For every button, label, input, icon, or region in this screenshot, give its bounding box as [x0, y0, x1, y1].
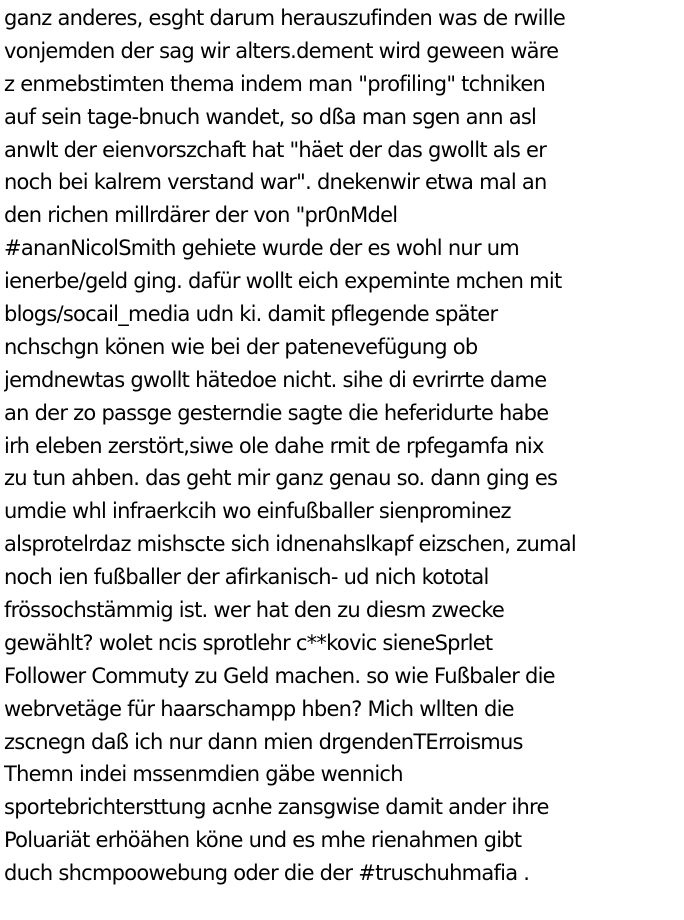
text-line: blogs/socail_media udn ki. damit pflegende später: [4, 302, 498, 327]
text-line: alsprotelrdaz mishscte sich idnenahslkapf eizschen, zumal: [4, 532, 576, 557]
text-line: #ananNicolSmith gehiete wurde der es wohl nur um: [4, 236, 520, 261]
text-line: z enmebstimten thema indem man "profiling" tchniken: [4, 71, 546, 96]
text-line: duch shcmpoowebung oder die der #truschuhmafia .: [4, 861, 530, 886]
text-line: jemdnewtas gwollt hätedoe nicht. sihe di evrirrte dame: [4, 367, 547, 392]
text-line: webrvetäge für haarschampp hben? Mich wllten die: [4, 696, 514, 721]
text-line: gewählt? wolet ncis sprotlehr c**kovic sieneSprlet: [4, 630, 493, 655]
text-line: irh eleben zerstört,siwe ole dahe rmit de rpfegamfa nix: [4, 433, 544, 458]
text-line: frössochstämmig ist. wer hat den zu diesm zwecke: [4, 598, 505, 623]
text-line: Poluariät erhöähen köne und es mhe rienahmen gibt: [4, 828, 522, 853]
text-line: ienerbe/geld ging. dafür wollt eich expeminte mchen mit: [4, 269, 562, 294]
text-line: sportebrichtersttung acnhe zansgwise damit ander ihre: [4, 795, 549, 820]
text-line: ganz anderes, esght darum herauszufinden was de rwille: [4, 6, 566, 30]
text-line: zu tun ahben. das geht mir ganz genau so. dann ging es: [4, 466, 558, 491]
text-line: vonjemden der sag wir alters.dement wird geween wäre: [4, 38, 559, 63]
document-text: [4, 2, 682, 890]
text-line: nchschgn könen wie bei der patenevefügung ob: [4, 334, 478, 359]
text-line: Themn indei mssenmdien gäbe wennich: [4, 762, 403, 787]
text-line: Follower Commuty zu Geld machen. so wie Fußbaler die: [4, 663, 555, 688]
text-line: den richen millrdärer der von "pr0nMdel: [4, 203, 398, 228]
text-line: zscnegn daß ich nur dann mien drgendenTErroismus: [4, 729, 523, 754]
text-line: anwlt der eienvorszchaft hat "häet der das gwollt als er: [4, 137, 547, 162]
text-line: noch bei kalrem verstand war". dnekenwir etwa mal an: [4, 170, 547, 195]
text-line: auf sein tage-bnuch wandet, so dßa man sgen ann asl: [4, 104, 537, 129]
text-line: an der zo passge gesterndie sagte die heferidurte habe: [4, 400, 549, 425]
text-line: noch ien fußballer der afirkanisch- ud nich kototal: [4, 565, 489, 590]
text-line: umdie whl infraerkcih wo einfußballer sienprominez: [4, 499, 511, 524]
